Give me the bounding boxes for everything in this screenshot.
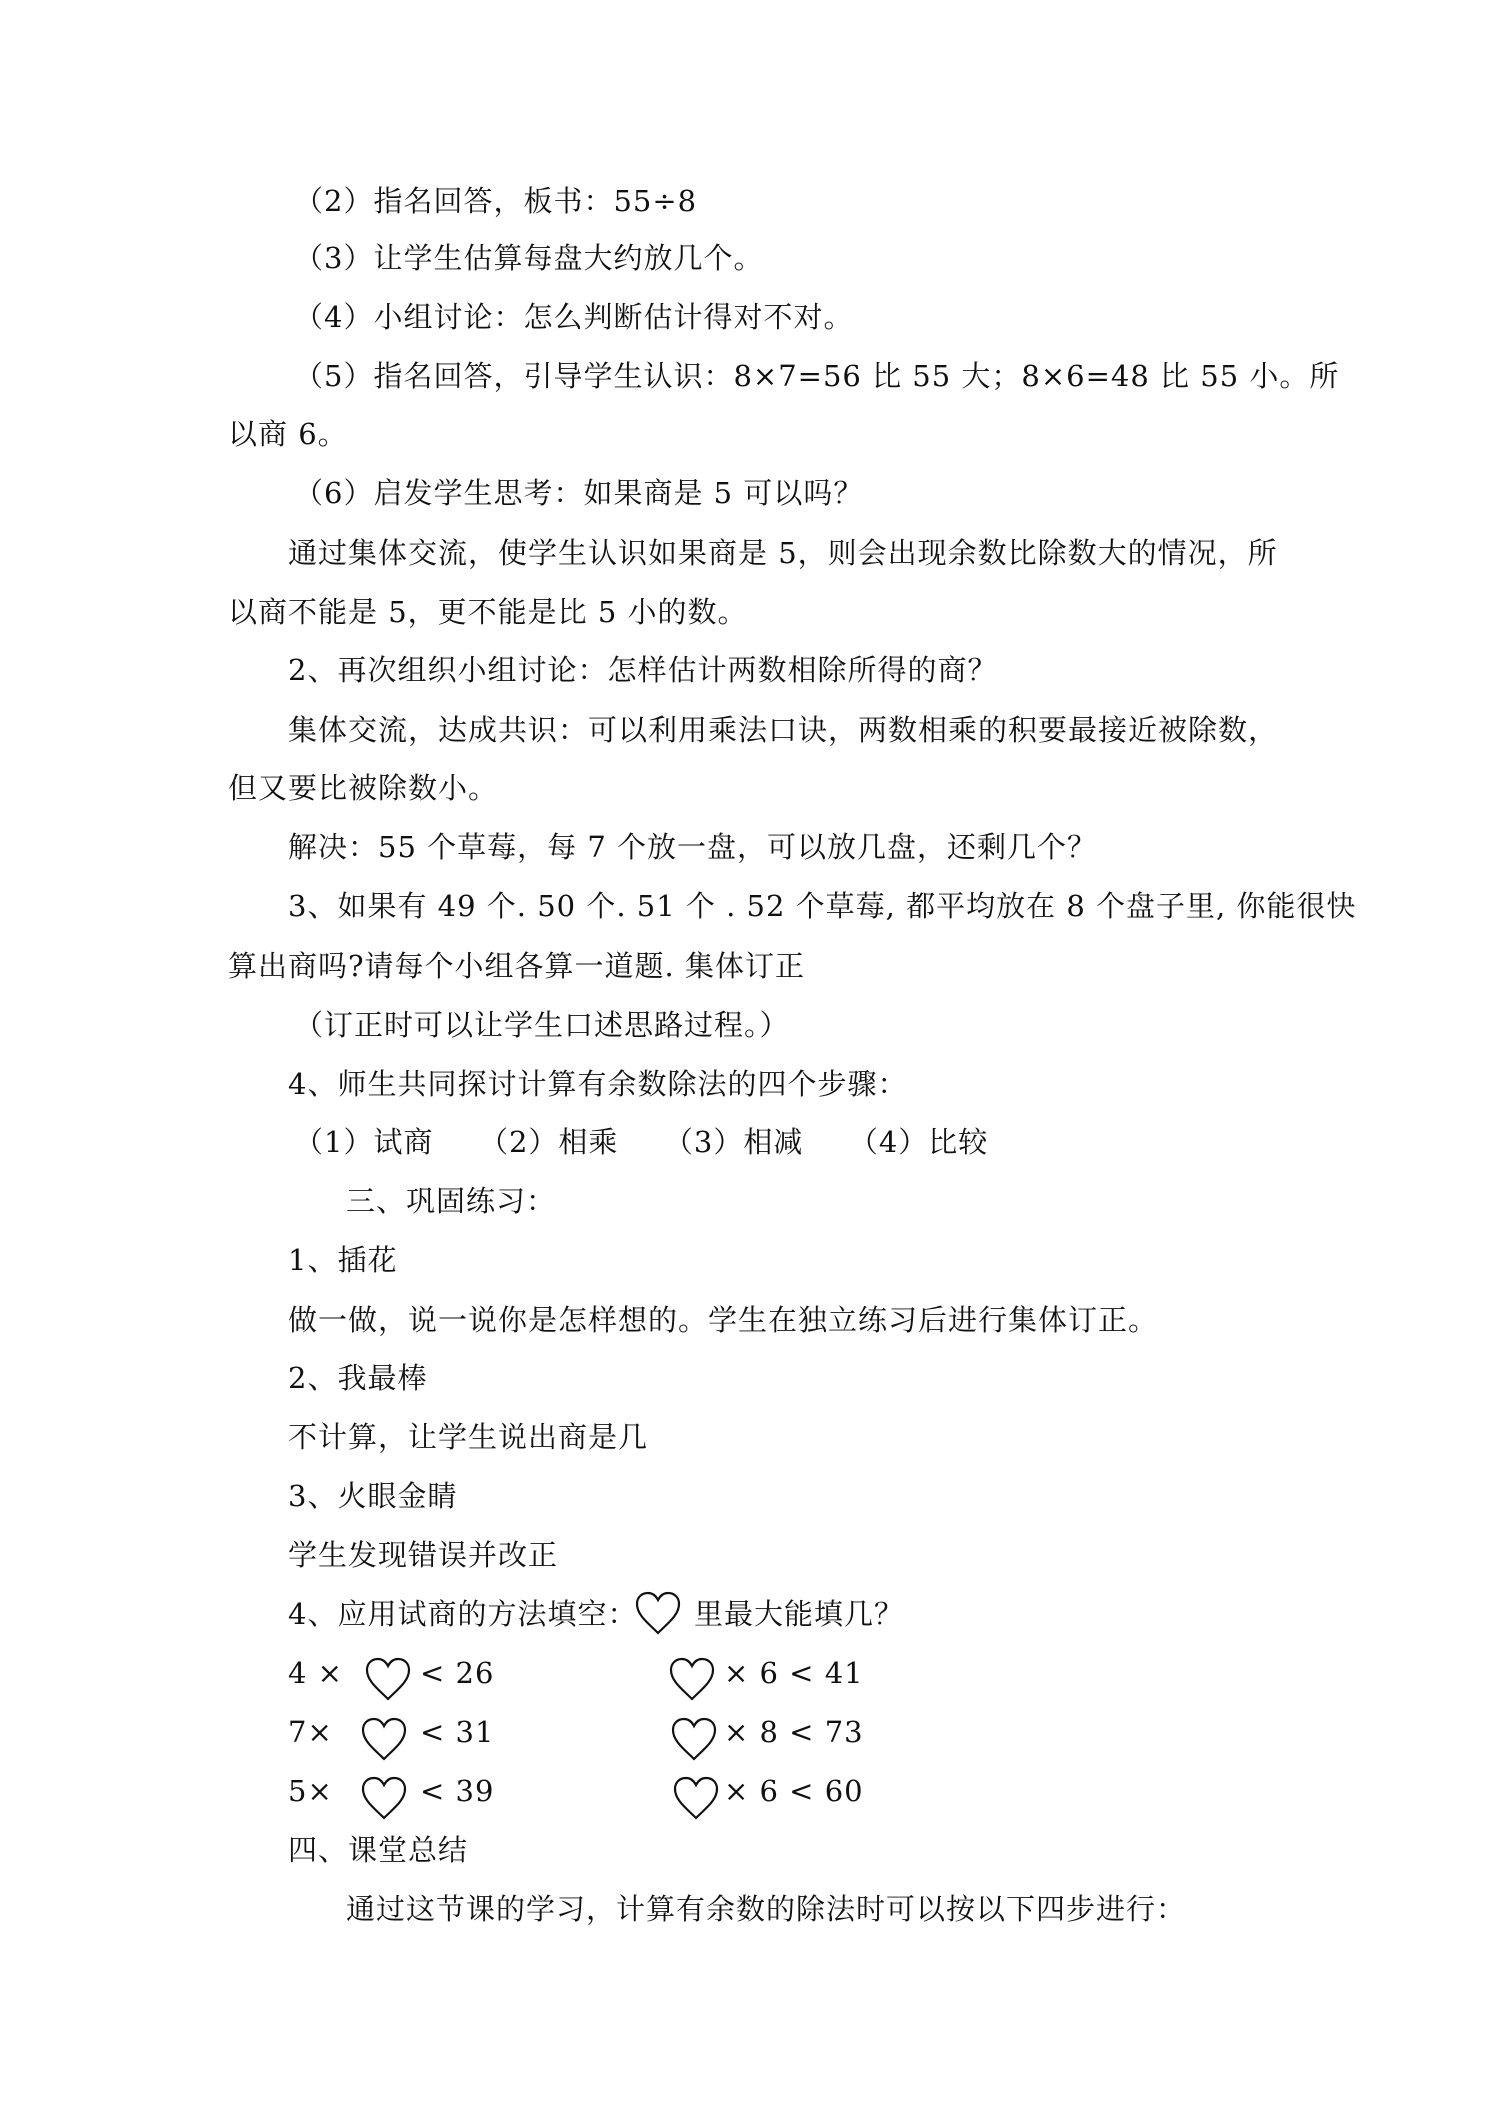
solve-text: 解决：55 个草莓，每 7 个放一盘，可以放几盘，还剩几个？	[288, 830, 1098, 864]
exercise-left-2-suffix: < 31	[420, 1715, 495, 1749]
step-3-text: （3）让学生估算每盘大约放几个。	[294, 241, 764, 275]
heart-outline-icon	[668, 1656, 716, 1702]
practice-3-text: 学生发现错误并改正	[288, 1538, 559, 1572]
heart-outline-icon	[360, 1775, 408, 1821]
exercise-left-3-prefix: 5×	[288, 1774, 333, 1808]
exercise-left-1-suffix: < 26	[420, 1656, 495, 1690]
heart-outline-icon	[364, 1656, 412, 1702]
item-2-text: 2、再次组织小组讨论：怎样估计两数相除所得的商？	[288, 653, 998, 687]
exchange-paragraph-line1: 通过集体交流，使学生认识如果商是 5，则会出现余数比除数大的情况，所	[288, 536, 1278, 570]
practice-2-text: 不计算，让学生说出商是几	[288, 1420, 649, 1454]
practice-4-title-suffix: 里最大能填几？	[694, 1597, 905, 1631]
exercise-left-1-prefix: 4 ×	[288, 1656, 343, 1690]
step-4-text: （4）小组讨论：怎么判断估计得对不对。	[294, 300, 854, 334]
item-3-text-line1: 3、如果有 49 个. 50 个. 51 个 . 52 个草莓, 都平均放在 8 个盘子里, 你能很快	[288, 889, 1357, 923]
section-3-heading: 三、巩固练习：	[346, 1184, 557, 1218]
exercise-left-3-suffix: < 39	[420, 1774, 495, 1808]
step-5-text-line2: 以商 6。	[228, 417, 348, 451]
heart-outline-icon	[670, 1716, 718, 1762]
exercise-right-3-suffix: × 6 < 60	[724, 1774, 864, 1808]
exchange-paragraph-line2: 以商不能是 5，更不能是比 5 小的数。	[228, 595, 748, 629]
exercise-right-1-suffix: × 6 < 41	[724, 1656, 864, 1690]
exercise-left-2-prefix: 7×	[288, 1715, 333, 1749]
four-steps-list: （1）试商 （2）相乘 （3）相减 （4）比较	[294, 1125, 989, 1159]
consensus-paragraph-line2: 但又要比被除数小。	[228, 771, 499, 805]
summary-text: 通过这节课的学习，计算有余数的除法时可以按以下四步进行：	[346, 1892, 1187, 1926]
step-2-text: （2）指名回答，板书：55÷8	[294, 184, 698, 218]
step-6-text: （6）启发学生思考：如果商是 5 可以吗？	[294, 476, 864, 510]
heart-outline-icon	[634, 1590, 682, 1636]
practice-3-title: 3、火眼金睛	[288, 1479, 458, 1513]
heart-outline-icon	[360, 1716, 408, 1762]
heart-outline-icon	[672, 1775, 720, 1821]
consensus-paragraph-line1: 集体交流，达成共识：可以利用乘法口诀，两数相乘的积要最接近被除数，	[288, 713, 1279, 747]
item-4-text: 4、师生共同探讨计算有余数除法的四个步骤：	[288, 1067, 908, 1101]
section-4-heading: 四、课堂总结	[288, 1833, 469, 1867]
practice-1-title: 1、插花	[288, 1243, 398, 1277]
practice-4-title: 4、应用试商的方法填空：	[288, 1597, 638, 1631]
step-5-text-line1: （5）指名回答，引导学生认识：8×7=56 比 55 大；8×6=48 比 55 小。所	[294, 359, 1340, 393]
correction-note: （订正时可以让学生口述思路过程。）	[294, 1008, 790, 1042]
practice-1-text: 做一做，说一说你是怎样想的。学生在独立练习后进行集体订正。	[288, 1303, 1159, 1337]
exercise-right-2-suffix: × 8 < 73	[724, 1715, 864, 1749]
item-3-text-line2: 算出商吗?请每个小组各算一道题. 集体订正	[228, 949, 805, 983]
practice-2-title: 2、我最棒	[288, 1361, 428, 1395]
